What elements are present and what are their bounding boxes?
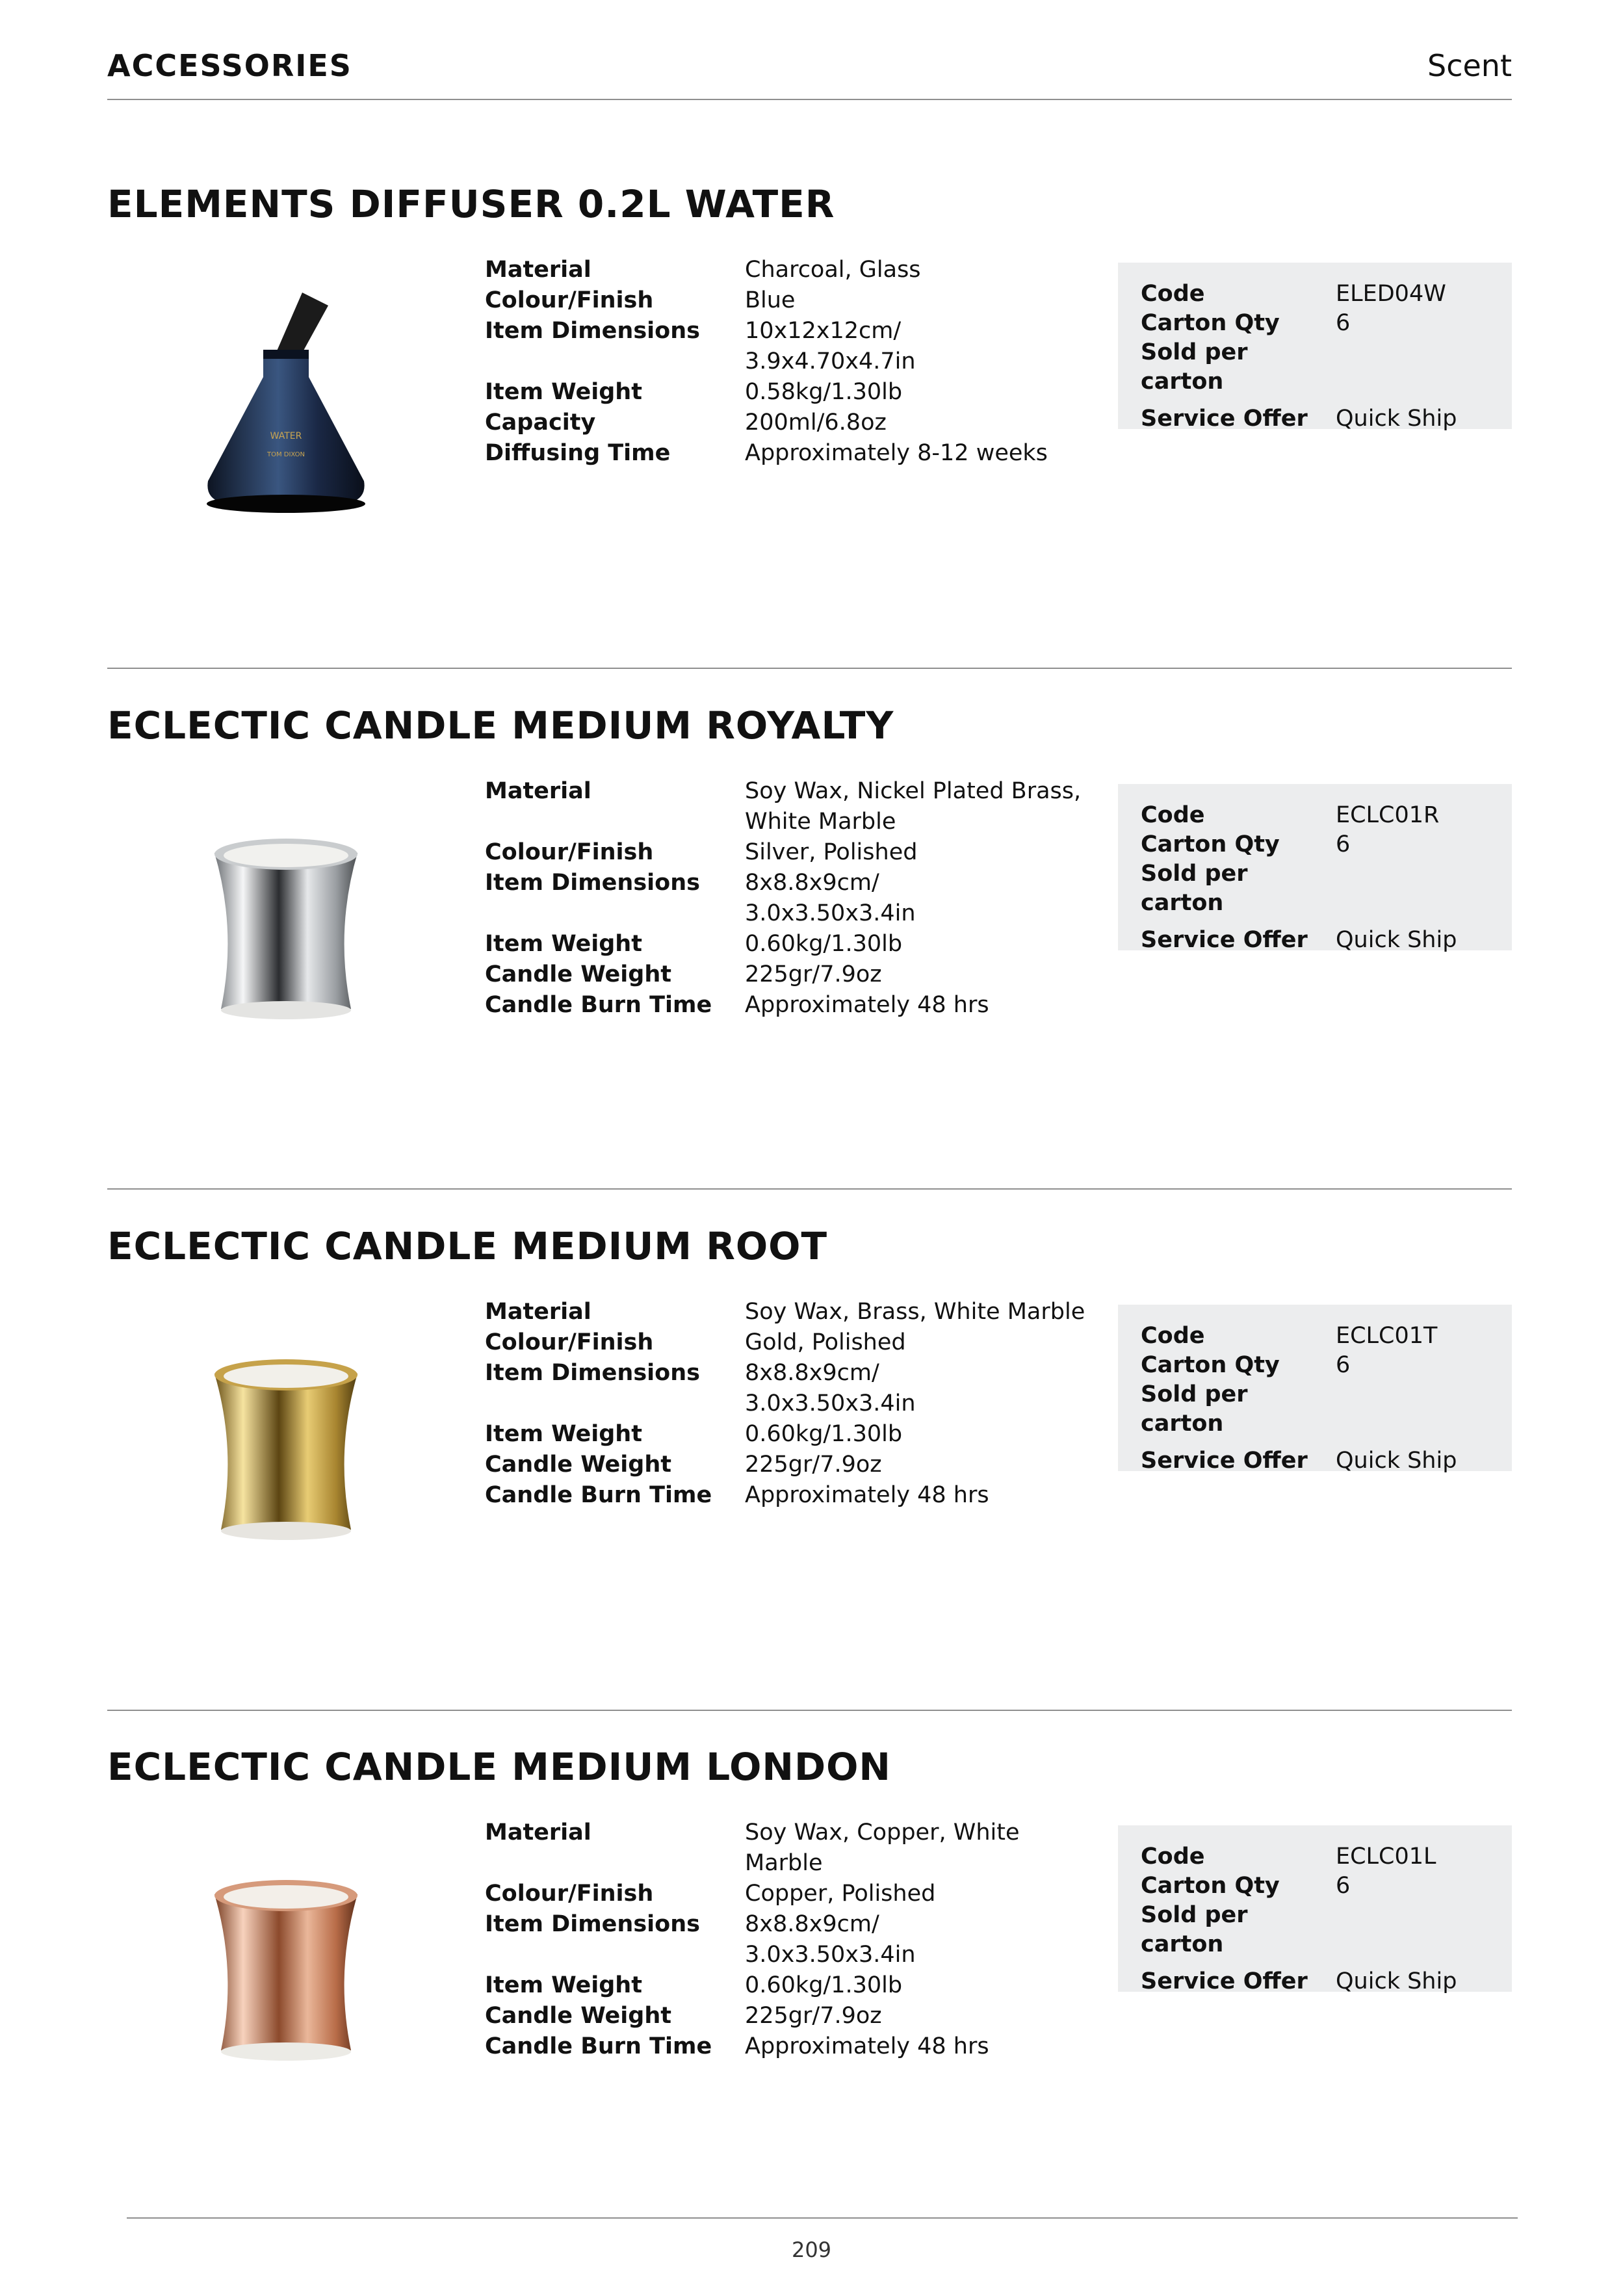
code-value: ELED04W [1336,281,1446,307]
order-info-box [1118,1825,1512,1992]
copper-candle-icon [188,1842,383,2089]
dimensions-value: 8x8.8x9cm/ [745,1360,879,1386]
section-divider [107,1188,1512,1190]
info-label: Carton Qty [1141,831,1280,857]
section-divider [107,1710,1512,1711]
spec-label: Candle Weight [485,2003,671,2029]
header-divider [107,99,1512,100]
colour-value: Blue [745,287,796,313]
spec-label: Colour/Finish [485,287,654,313]
info-label: Carton Qty [1141,310,1280,336]
material-value: Soy Wax, Brass, White Marble [745,1299,1085,1325]
material-value: Soy Wax, Copper, White Marble [745,1820,1020,1876]
carton-qty-value: 6 [1336,1873,1351,1899]
info-label: Sold per carton [1141,1381,1248,1437]
info-label: Sold per carton [1141,339,1248,395]
spec-label: Colour/Finish [485,839,654,865]
spec-list [485,776,1096,1021]
candle-weight-value: 225gr/7.9oz [745,2003,882,2029]
spec-label: Candle Burn Time [485,2033,712,2059]
service-value: Quick Ship [1336,1968,1457,1994]
diffusing-time-value: Approximately 8-12 weeks [745,440,1048,466]
weight-value: 0.60kg/1.30lb [745,931,903,957]
carton-qty-value: 6 [1336,831,1351,857]
spec-label: Item Dimensions [485,318,700,344]
code-value: ECLC01R [1336,802,1440,828]
info-label: Sold per carton [1141,861,1248,916]
candle-weight-value: 225gr/7.9oz [745,1452,882,1478]
carton-qty-value: 6 [1336,310,1351,336]
dimensions-value: 3.0x3.50x3.4in [745,1942,916,1968]
colour-value: Copper, Polished [745,1881,936,1907]
product-section-royalty [0,703,1623,1223]
capacity-value: 200ml/6.8oz [745,410,887,436]
info-label: Code [1141,802,1205,828]
spec-label: Candle Burn Time [485,992,712,1018]
code-value: ECLC01T [1336,1323,1438,1349]
spec-label: Material [485,1820,591,1846]
spec-label: Candle Weight [485,961,671,987]
dimensions-value: 3.0x3.50x3.4in [745,1390,916,1416]
spec-label: Material [485,1299,591,1325]
product-title: ECLECTIC CANDLE MEDIUM ROYALTY [107,703,894,748]
info-label: Code [1141,281,1205,307]
gold-candle-icon [188,1322,383,1569]
material-value: Charcoal, Glass [745,257,921,283]
section-title: ACCESSORIES [107,48,352,83]
burn-time-value: Approximately 48 hrs [745,992,989,1018]
product-section-root [0,1224,1623,1744]
burn-time-value: Approximately 48 hrs [745,2033,989,2059]
product-section-diffuser [0,182,1623,702]
info-label: Carton Qty [1141,1873,1280,1899]
spec-label: Colour/Finish [485,1329,654,1355]
spec-label: Material [485,257,591,283]
spec-list [485,1818,1096,2062]
info-label: Service Offer [1141,1448,1308,1474]
service-value: Quick Ship [1336,1448,1457,1474]
info-label: Service Offer [1141,406,1308,432]
spec-label: Material [485,778,591,804]
product-section-london [0,1745,1623,2265]
info-label: Service Offer [1141,1968,1308,1994]
spec-label: Colour/Finish [485,1881,654,1907]
svg-text:TOM DIXON: TOM DIXON [267,451,305,458]
silver-candle-icon [188,801,383,1048]
spec-list [485,1297,1096,1511]
product-title: ELEMENTS DIFFUSER 0.2L WATER [107,182,835,226]
dimensions-value: 10x12x12cm/ [745,318,902,344]
order-info-box [1118,263,1512,432]
svg-text:WATER: WATER [270,431,302,441]
spec-label: Item Weight [485,379,642,405]
colour-value: Gold, Polished [745,1329,906,1355]
product-title: ECLECTIC CANDLE MEDIUM ROOT [107,1224,828,1268]
order-info-box [1118,1305,1512,1474]
dimensions-value: 3.9x4.70x4.7in [745,348,916,374]
info-label: Carton Qty [1141,1352,1280,1378]
dimensions-value: 8x8.8x9cm/ [745,1911,879,1937]
info-label: Service Offer [1141,927,1308,953]
candle-weight-value: 225gr/7.9oz [745,961,882,987]
spec-label: Capacity [485,410,596,436]
spec-label: Item Dimensions [485,1911,700,1937]
spec-label: Item Weight [485,931,642,957]
weight-value: 0.60kg/1.30lb [745,1421,903,1447]
spec-label: Diffusing Time [485,440,671,466]
spec-label: Candle Burn Time [485,1482,712,1508]
page-number: 209 [791,2237,832,2262]
code-value: ECLC01L [1336,1844,1436,1870]
spec-label: Candle Weight [485,1452,671,1478]
burn-time-value: Approximately 48 hrs [745,1482,989,1508]
spec-label: Item Weight [485,1972,642,1998]
diffuser-bottle-icon [188,280,383,527]
carton-qty-value: 6 [1336,1352,1351,1378]
colour-value: Silver, Polished [745,839,918,865]
product-title: ECLECTIC CANDLE MEDIUM LONDON [107,1745,891,1789]
category-title: Scent [1427,48,1512,83]
spec-list [485,255,1096,469]
info-label: Sold per carton [1141,1902,1248,1957]
spec-label: Item Dimensions [485,870,700,896]
service-value: Quick Ship [1336,927,1457,953]
material-value: White Marble [745,809,896,835]
info-label: Code [1141,1844,1205,1870]
spec-label: Item Weight [485,1421,642,1447]
footer-divider [127,2217,1518,2219]
section-divider [107,668,1512,669]
spec-label: Item Dimensions [485,1360,700,1386]
weight-value: 0.60kg/1.30lb [745,1972,903,1998]
weight-value: 0.58kg/1.30lb [745,379,903,405]
order-info-box [1118,784,1512,953]
service-value: Quick Ship [1336,406,1457,432]
dimensions-value: 8x8.8x9cm/ [745,870,879,896]
dimensions-value: 3.0x3.50x3.4in [745,900,916,926]
info-label: Code [1141,1323,1205,1349]
material-value: Soy Wax, Nickel Plated Brass, [745,778,1082,804]
